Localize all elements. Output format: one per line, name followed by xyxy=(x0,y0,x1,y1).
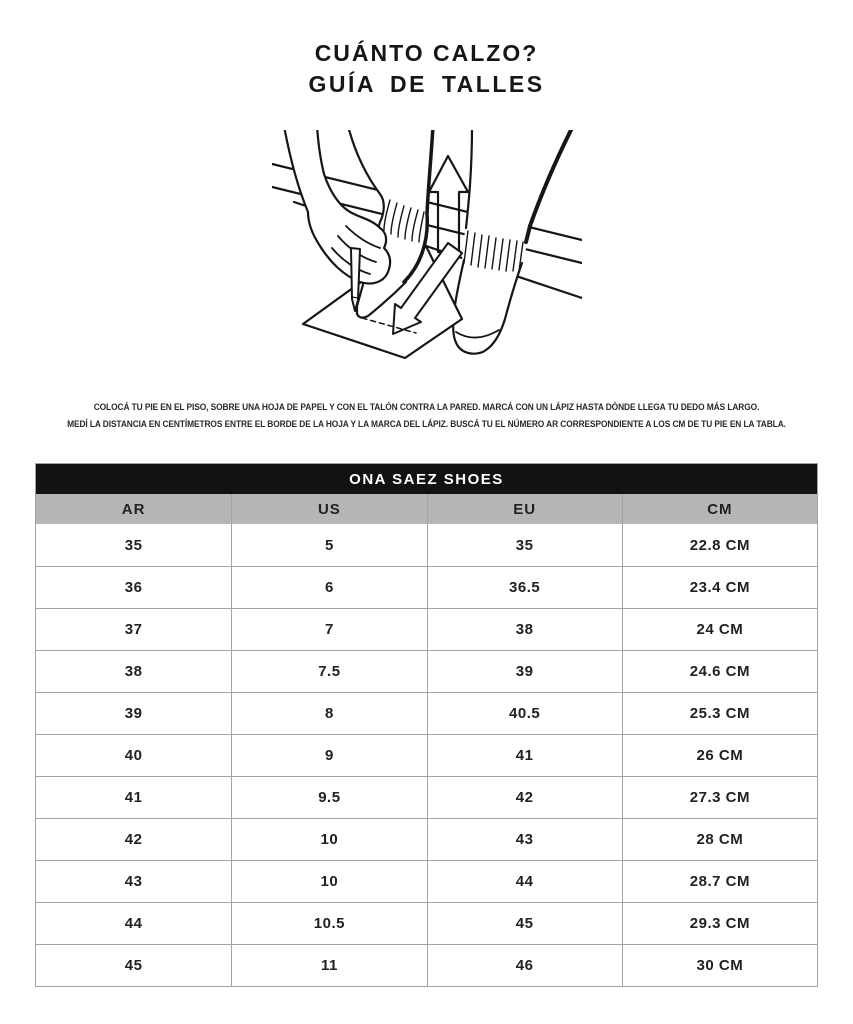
size-table xyxy=(35,463,818,987)
table-cell: 8 xyxy=(231,693,426,734)
instruction-line-2: MEDÍ LA DISTANCIA EN CENTÍMETROS ENTRE EL BORDE DE LA HOJA Y LA MARCA DEL LÁPIZ. BUSCÁ TU EL NÚMERO AR CORRESPONDIENTE A LOS CM DE TU PIE EN LA TABLA. xyxy=(67,419,786,430)
table-cell: 10 xyxy=(231,819,426,860)
table-cell: 39 xyxy=(124,705,143,722)
table-cell: 43 xyxy=(124,873,143,890)
table-cell: 26 CM xyxy=(622,735,817,776)
table-row xyxy=(36,692,817,734)
table-cell: 24 CM xyxy=(622,609,817,650)
table-cell: 11 xyxy=(231,945,426,986)
table-cell: 5 xyxy=(231,524,426,566)
table-cell: 27.3 CM xyxy=(622,777,817,818)
table-row xyxy=(36,524,817,566)
table-cell: 45 xyxy=(124,957,143,974)
table-cell: 36 xyxy=(124,579,143,596)
table-cell: 25.3 CM xyxy=(622,693,817,734)
table-cell: 10 xyxy=(231,861,426,902)
instructions xyxy=(0,399,853,433)
table-cell: 23.4 CM xyxy=(622,567,817,608)
table-row xyxy=(36,650,817,692)
size-table-title: ONA SAEZ SHOES xyxy=(36,464,817,494)
table-cell: 43 xyxy=(427,819,622,860)
table-cell: 40 xyxy=(124,747,143,764)
table-cell: 44 xyxy=(427,861,622,902)
table-cell: 28 CM xyxy=(622,819,817,860)
table-row xyxy=(36,860,817,902)
table-cell: 7.5 xyxy=(231,651,426,692)
table-cell: 28.7 CM xyxy=(622,861,817,902)
table-cell: 37 xyxy=(124,621,143,638)
column-header-us: US xyxy=(231,494,426,524)
instruction-line-1: COLOCÁ TU PIE EN EL PISO, SOBRE UNA HOJA DE PAPEL Y CON EL TALÓN CONTRA LA PARED. MARCÁ CON UN LÁPIZ HASTA DÓNDE LLEGA TU DEDO MÁS LARGO. xyxy=(93,402,760,413)
table-cell: 40.5 xyxy=(427,693,622,734)
table-cell: 6 xyxy=(231,567,426,608)
size-table-column-headers xyxy=(36,494,817,524)
table-cell: 9.5 xyxy=(231,777,426,818)
column-header-ar: AR xyxy=(121,500,146,518)
title-line-2: GUÍA DE TALLES xyxy=(308,71,545,97)
table-cell: 38 xyxy=(124,663,143,680)
measurement-illustration xyxy=(0,130,853,375)
table-cell: 24.6 CM xyxy=(622,651,817,692)
table-cell: 10.5 xyxy=(231,903,426,944)
table-cell: 44 xyxy=(124,915,143,932)
table-cell: 36.5 xyxy=(427,567,622,608)
table-row xyxy=(36,902,817,944)
size-table-body xyxy=(36,524,817,986)
title-line-1: CUÁNTO CALZO? xyxy=(314,40,539,66)
table-row xyxy=(36,734,817,776)
table-cell: 35 xyxy=(427,524,622,566)
table-cell: 35 xyxy=(124,536,143,554)
table-cell: 41 xyxy=(427,735,622,776)
table-cell: 29.3 CM xyxy=(622,903,817,944)
table-cell: 9 xyxy=(231,735,426,776)
table-row xyxy=(36,608,817,650)
table-cell: 30 CM xyxy=(622,945,817,986)
table-cell: 38 xyxy=(427,609,622,650)
table-cell: 46 xyxy=(427,945,622,986)
table-cell: 41 xyxy=(124,789,143,806)
foot-measurement-drawing xyxy=(272,130,582,375)
page-title xyxy=(0,38,853,100)
column-header-eu: EU xyxy=(427,494,622,524)
table-cell: 42 xyxy=(427,777,622,818)
table-row xyxy=(36,944,817,986)
table-row xyxy=(36,566,817,608)
table-row xyxy=(36,818,817,860)
column-header-cm: CM xyxy=(622,494,817,524)
table-cell: 22.8 CM xyxy=(622,524,817,566)
right-foot xyxy=(450,130,573,356)
table-cell: 7 xyxy=(231,609,426,650)
table-row xyxy=(36,776,817,818)
table-cell: 42 xyxy=(124,831,143,848)
table-cell: 39 xyxy=(427,651,622,692)
table-cell: 45 xyxy=(427,903,622,944)
